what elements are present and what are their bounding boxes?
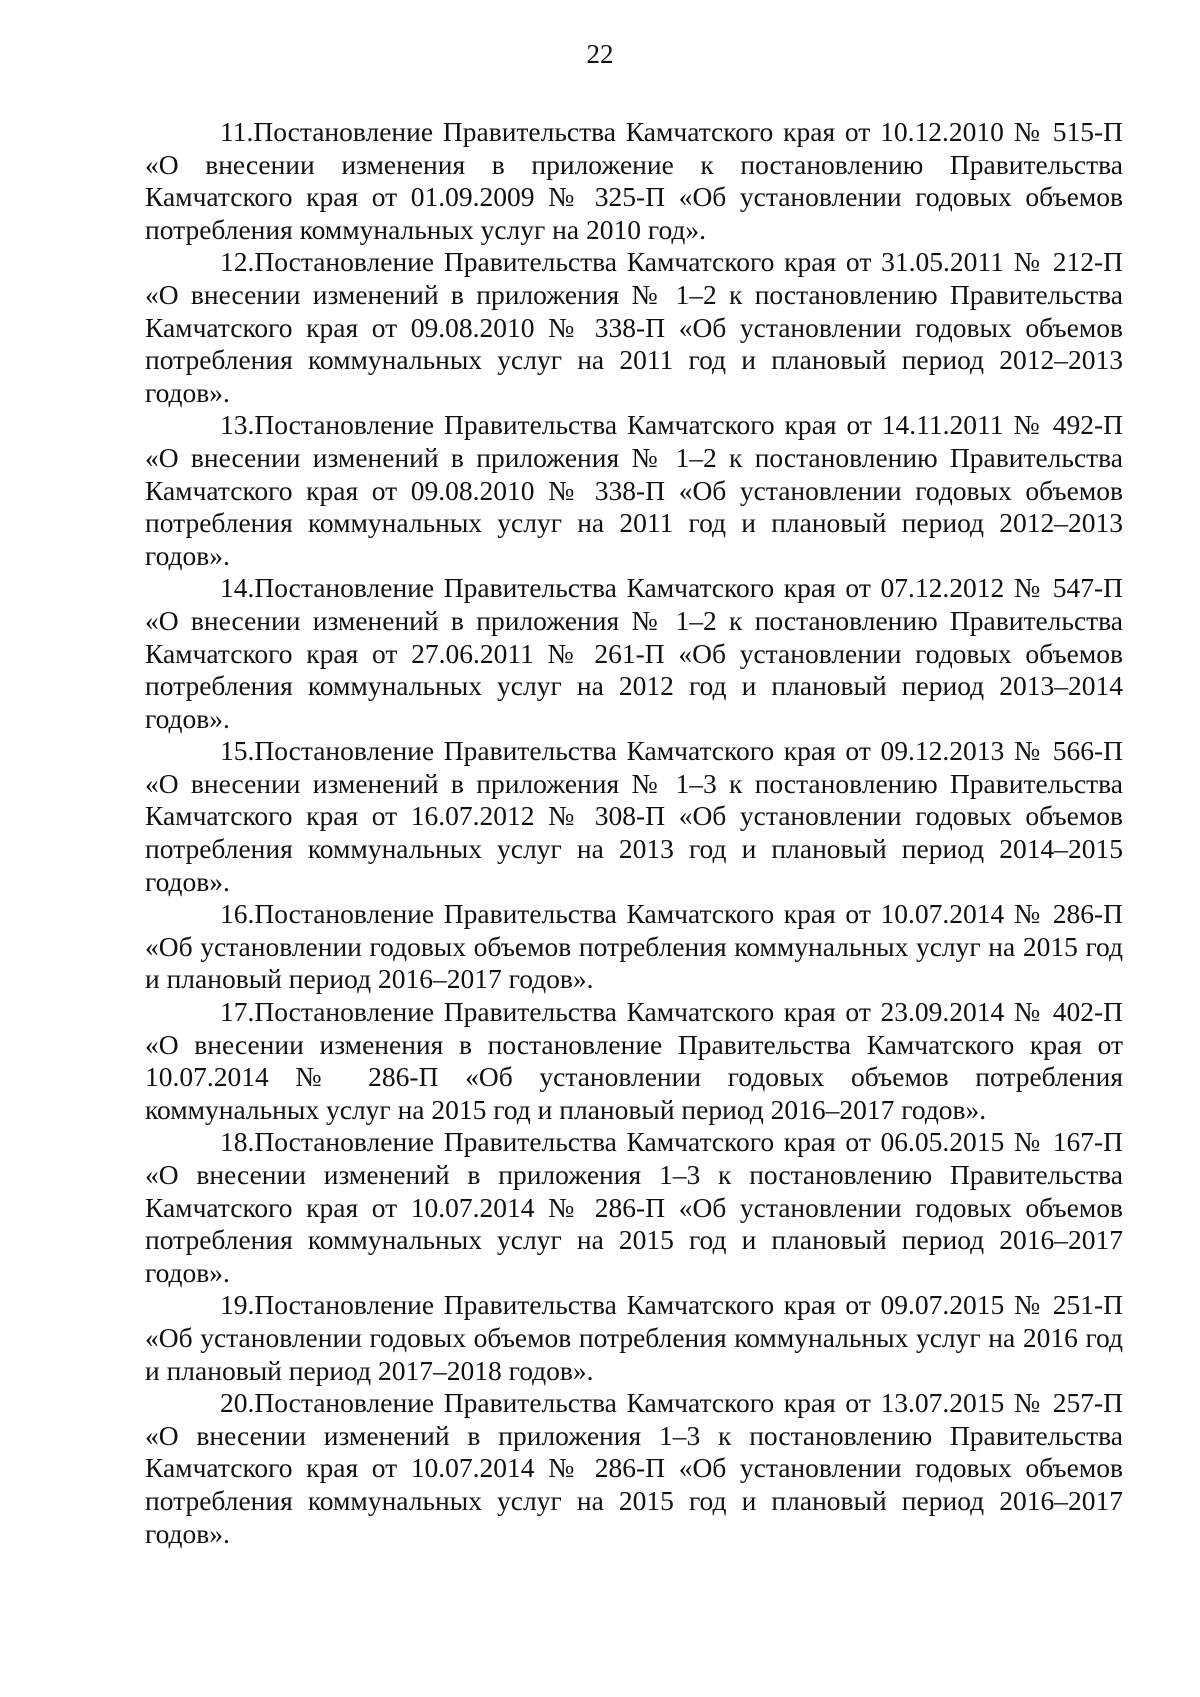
list-item: [145, 116, 1123, 246]
list-item: [145, 1126, 1123, 1289]
list-item: [145, 1289, 1123, 1387]
item-text: Постановление Правительства Камчатского края от 10.07.2014 № 286-П «Об установлении годовых объемов потребления коммунальных услуг на 2015 год и плановый период 2016–2017 годов».: [145, 898, 1123, 995]
item-number: 15.: [220, 735, 255, 767]
list-item: [145, 1387, 1123, 1550]
item-text: Постановление Правительства Камчатского края от 13.07.2015 № 257-П «О внесении изменений в приложения 1–3 к постановлению Правительства Камчатского края от 10.07.2014 № 286-П «Об установлении годовых объемов потребления коммунальных услуг на 2015 год и плановый период 2016–2017 годов».: [145, 1387, 1123, 1549]
item-number: 12.: [220, 246, 255, 278]
item-text: Постановление Правительства Камчатского края от 31.05.2011 № 212-П «О внесении изменений в приложения № 1–2 к постановлению Правительства Камчатского края от 09.08.2010 № 338-П «Об установлении годовых объемов потребления коммунальных услуг на 2011 год и плановый период 2012–2013 годов».: [145, 246, 1123, 408]
item-text: Постановление Правительства Камчатского края от 10.12.2010 № 515-П «О внесении изменения в приложение к постановлению Правительства Камчатского края от 01.09.2009 № 325-П «Об установлении годовых объемов потребления коммунальных услуг на 2010 год».: [145, 116, 1123, 245]
item-text: Постановление Правительства Камчатского края от 07.12.2012 № 547-П «О внесении изменений в приложения № 1–2 к постановлению Правительства Камчатского края от 27.06.2011 № 261-П «Об установлении годовых объемов потребления коммунальных услуг на 2012 год и плановый период 2013–2014 годов».: [145, 572, 1123, 734]
item-number: 11.: [220, 116, 254, 147]
item-number: 14.: [220, 572, 255, 604]
item-number: 18.: [220, 1126, 255, 1158]
list-item: [145, 996, 1123, 1126]
item-text: Постановление Правительства Камчатского края от 06.05.2015 № 167-П «О внесении изменений в приложения 1–3 к постановлению Правительства Камчатского края от 10.07.2014 № 286-П «Об установлении годовых объемов потребления коммунальных услуг на 2015 год и плановый период 2016–2017 годов».: [145, 1126, 1123, 1288]
item-number: 20.: [220, 1387, 255, 1419]
item-text: Постановление Правительства Камчатского края от 23.09.2014 № 402-П «О внесении изменения в постановление Правительства Камчатского края от 10.07.2014 № 286-П «Об установлении годовых объемов потребления коммунальных услуг на 2015 год и плановый период 2016–2017 годов».: [145, 996, 1123, 1125]
list-item: [145, 735, 1123, 898]
item-text: Постановление Правительства Камчатского края от 14.11.2011 № 492-П «О внесении изменений в приложения № 1–2 к постановлению Правительства Камчатского края от 09.08.2010 № 338-П «Об установлении годовых объемов потребления коммунальных услуг на 2011 год и плановый период 2012–2013 годов».: [145, 409, 1123, 571]
item-number: 16.: [220, 898, 255, 930]
list-item: [145, 572, 1123, 735]
item-number: 17.: [220, 996, 255, 1028]
page-number: 22: [586, 39, 614, 69]
item-text: Постановление Правительства Камчатского края от 09.07.2015 № 251-П «Об установлении годовых объемов потребления коммунальных услуг на 2016 год и плановый период 2017–2018 годов».: [145, 1289, 1123, 1386]
item-text: Постановление Правительства Камчатского края от 09.12.2013 № 566-П «О внесении изменений в приложения № 1–3 к постановлению Правительства Камчатского края от 16.07.2012 № 308-П «Об установлении годовых объемов потребления коммунальных услуг на 2013 год и плановый период 2014–2015 годов».: [145, 735, 1123, 897]
item-number: 13.: [220, 409, 255, 441]
item-number: 19.: [220, 1289, 255, 1321]
list-item: [145, 246, 1123, 409]
list-item: [145, 409, 1123, 572]
document-body: [145, 116, 1123, 1550]
list-item: [145, 898, 1123, 996]
